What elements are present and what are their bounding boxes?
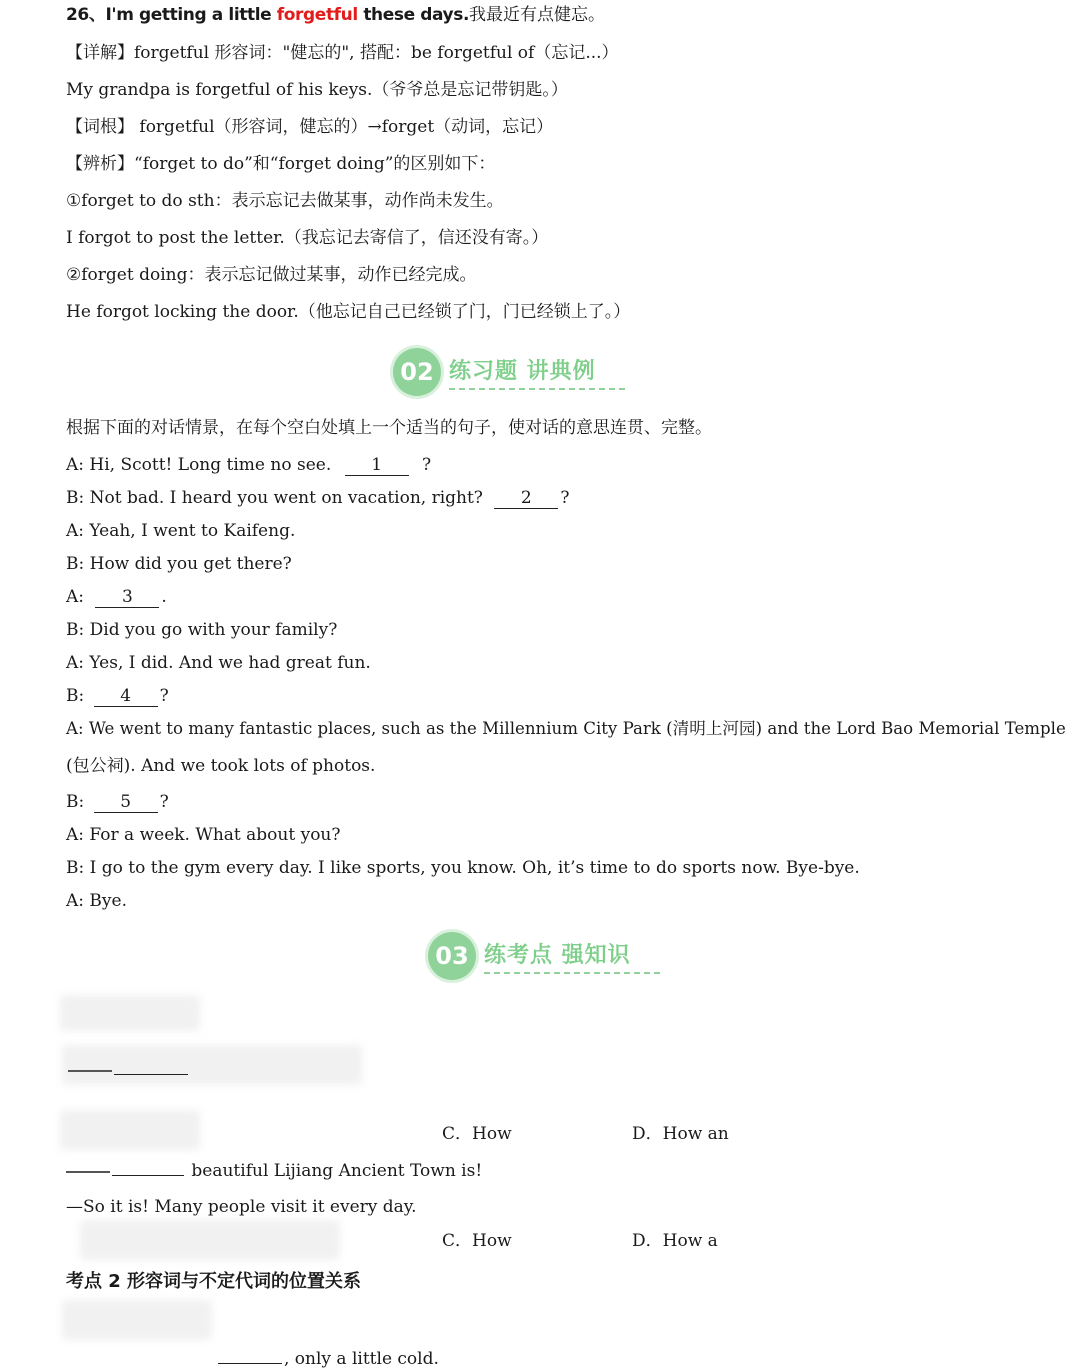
explain-line: 【详解】forgetful 形容词："健忘的", 搭配：be forgetful of（忘记...） [66,43,619,63]
obscured-text [80,1220,340,1260]
section-number: 03 [428,932,476,980]
dash-mark [68,1070,112,1072]
section-badge-03 [428,932,668,982]
dialogue-text: B: [66,792,85,812]
section-title: 练习题 讲典例 [449,359,596,384]
section-number: 02 [393,348,441,396]
dash-mark [66,1171,110,1173]
dialogue-text: A: [66,587,85,607]
dialogue-line: A: Yes, I did. And we had great fun. [66,653,371,673]
dialogue-line: B: How did you get there? [66,554,292,574]
explain-line: ①forget to do sth：表示忘记去做某事，动作尚未发生。 [66,191,504,211]
option-c: C．How [442,1124,512,1144]
question-number: 26、 [66,5,106,25]
dialogue-line [66,453,431,477]
dialogue-line: A: Yeah, I went to Kaifeng. [66,521,296,541]
explain-line: My grandpa is forgetful of his keys.（爷爷总是忘记带钥匙。） [66,80,568,100]
dialogue-line: A: Bye. [66,891,127,911]
explain-line: 【词根】 forgetful（形容词，健忘的）→forget（动词，忘记） [66,117,554,137]
answer-blank: 1 [345,455,409,476]
option-d: D．How an [632,1124,729,1144]
obscured-text [60,995,200,1031]
section-title: 练考点 强知识 [484,943,631,968]
question-heading [66,3,605,27]
section-divider [484,972,660,974]
question-stem [66,1347,439,1371]
question-text: beautiful Lijiang Ancient Town is! [191,1161,483,1181]
dialogue-text: B: [66,686,85,706]
question-stem [68,1058,190,1082]
dialogue-punct: ? [560,488,570,508]
instruction: 根据下面的对话情景，在每个空白处填上一个适当的句子，使对话的意思连贯、完整。 [66,418,712,438]
heading-en-before: I'm getting a little [105,5,277,25]
explain-line: ②forget doing：表示忘记做过某事，动作已经完成。 [66,265,477,285]
dialogue-line: (包公祠). And we took lots of photos. [66,756,376,776]
answer-blank [112,1175,184,1176]
answer-blank: 2 [494,488,558,509]
obscured-text [60,1110,200,1150]
dialogue-line: B: I go to the gym every day. I like sports, you know. Oh, it’s time to do sports now. Bye-bye. [66,858,860,878]
answer-blank: 4 [94,686,158,707]
option-c: C．How [442,1231,512,1251]
heading-en-after: these days. [357,5,470,25]
explain-line: He forgot locking the door.（他忘记自己已经锁了门，门已经锁上了。） [66,302,631,322]
dialogue-text: A: Hi, Scott! Long time no see. [66,455,332,475]
answer-blank: 5 [94,792,158,813]
dialogue-line: A: We went to many fantastic places, such as the Millennium City Park (清明上河园) and the Lord Bao Memorial Temple [66,719,1066,738]
explain-line: I forgot to post the letter.（我忘记去寄信了，信还没有寄。） [66,228,549,248]
answer-blank: 3 [95,587,159,608]
answer-blank [114,1074,188,1075]
dialogue-line [66,486,569,510]
kaodian-heading: 考点 2 形容词与不定代词的位置关系 [66,1271,362,1292]
dialogue-punct: ? [422,455,432,475]
dialogue-line [66,790,169,814]
dialogue-line [66,684,169,708]
dialogue-punct: ? [159,686,169,706]
explain-line: 【辨析】“forget to do”和“forget doing”的区别如下： [66,154,496,174]
section-divider [449,388,625,390]
answer-blank [218,1363,282,1364]
obscured-text [62,1300,212,1340]
heading-zh: 我最近有点健忘。 [469,5,606,25]
dialogue-punct: . [161,587,167,607]
heading-en-highlight: forgetful [276,5,358,25]
question-stem [66,1159,482,1183]
dialogue-line [66,585,167,609]
section-badge-02 [393,348,633,398]
question-reply: —So it is! Many people visit it every day. [66,1197,417,1217]
option-d: D．How a [632,1231,718,1251]
dialogue-text: B: Not bad. I heard you went on vacation, right? [66,488,483,508]
question-text: , only a little cold. [284,1349,439,1369]
dialogue-line: A: For a week. What about you? [66,825,341,845]
dialogue-line: B: Did you go with your family? [66,620,338,640]
dialogue-punct: ? [159,792,169,812]
